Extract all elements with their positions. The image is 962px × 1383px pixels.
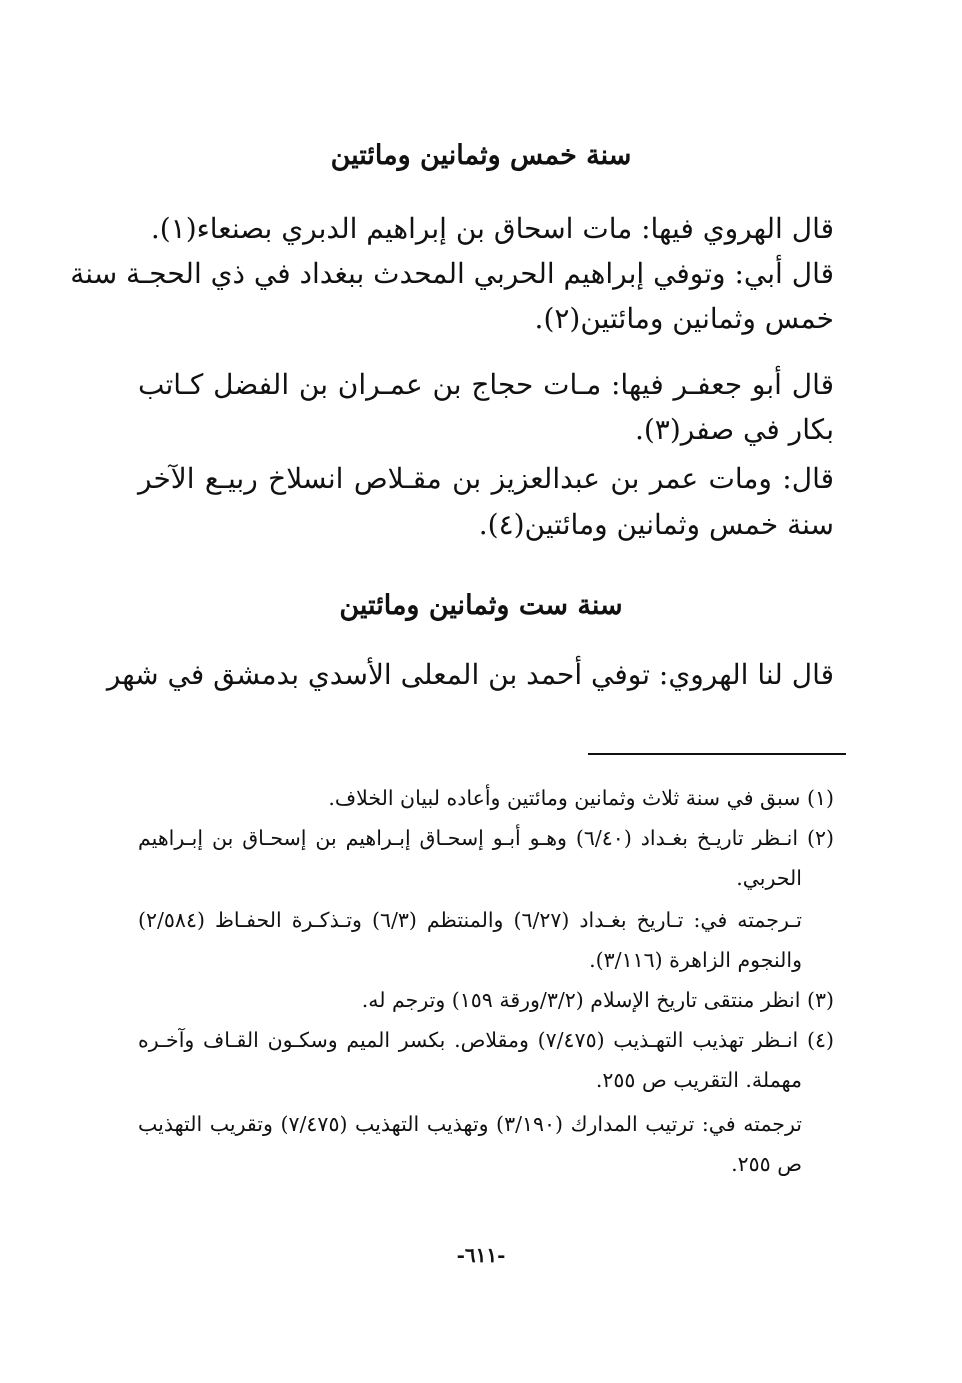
body-line: بكار في صفر(٣).	[634, 413, 834, 446]
section-heading-286: سنة ست وثمانين ومائتين	[339, 590, 623, 621]
footnote-line: والنجوم الزاهرة (٣/١١٦).	[589, 948, 802, 972]
body-line: خمس وثمانين ومائتين(٢).	[534, 302, 834, 335]
footnote-line: (٢) انـظر تاريـخ بغـداد (٦/٤٠) وهـو أبـو إسحـاق إبـراهيم بن إسحـاق بن إبـراهيم	[138, 826, 835, 850]
footnote-line: تـرجمته في: تـاريخ بغـداد (٦/٢٧) والمنتظم (٦/٣) وتـذكـرة الحفـاظ (٢/٥٨٤)	[138, 908, 802, 932]
section-heading-285: سنة خمس وثمانين ومائتين	[330, 140, 632, 171]
footnote-separator	[588, 753, 846, 755]
body-line: قال: ومات عمر بن عبدالعزيز بن مقـلاص انسلاخ ربيـع الآخر	[138, 462, 834, 495]
body-line: سنة خمس وثمانين ومائتين(٤).	[478, 508, 834, 541]
footnote-line: ترجمته في: ترتيب المدارك (٣/١٩٠) وتهذيب التهذيب (٧/٤٧٥) وتقريب التهذيب	[138, 1112, 802, 1136]
footnote-line: الحربي.	[736, 866, 802, 890]
page-number: -٦١١-	[456, 1243, 506, 1267]
footnote-line: (٤) انـظر تهذيب التهـذيب (٧/٤٧٥) ومقلاص. بكسر الميم وسكـون القـاف وآخـره	[138, 1028, 834, 1052]
body-line: قال لنا الهروي: توفي أحمد بن المعلى الأسدي بدمشق في شهر	[106, 658, 834, 691]
body-line: قال أبو جعفـر فيها: مـات حجاج بن عمـران بن الفضل كـاتب	[138, 368, 834, 401]
body-line: قال أبي: وتوفي إبراهيم الحربي المحدث ببغداد في ذي الحجـة سنة	[70, 257, 834, 290]
footnote-line: مهملة. التقريب ص ٢٥٥.	[595, 1068, 802, 1092]
footnote-line: (١) سبق في سنة ثلاث وثمانين ومائتين وأعاده لبيان الخلاف.	[328, 786, 834, 810]
footnote-line: ص ٢٥٥.	[731, 1152, 802, 1176]
body-line: قال الهروي فيها: مات اسحاق بن إبراهيم الدبري بصنعاء(١).	[150, 212, 834, 245]
footnote-line: (٣) انظر منتقى تاريخ الإسلام (٣/٢/ورقة ١٥٩) وترجم له.	[361, 988, 834, 1012]
